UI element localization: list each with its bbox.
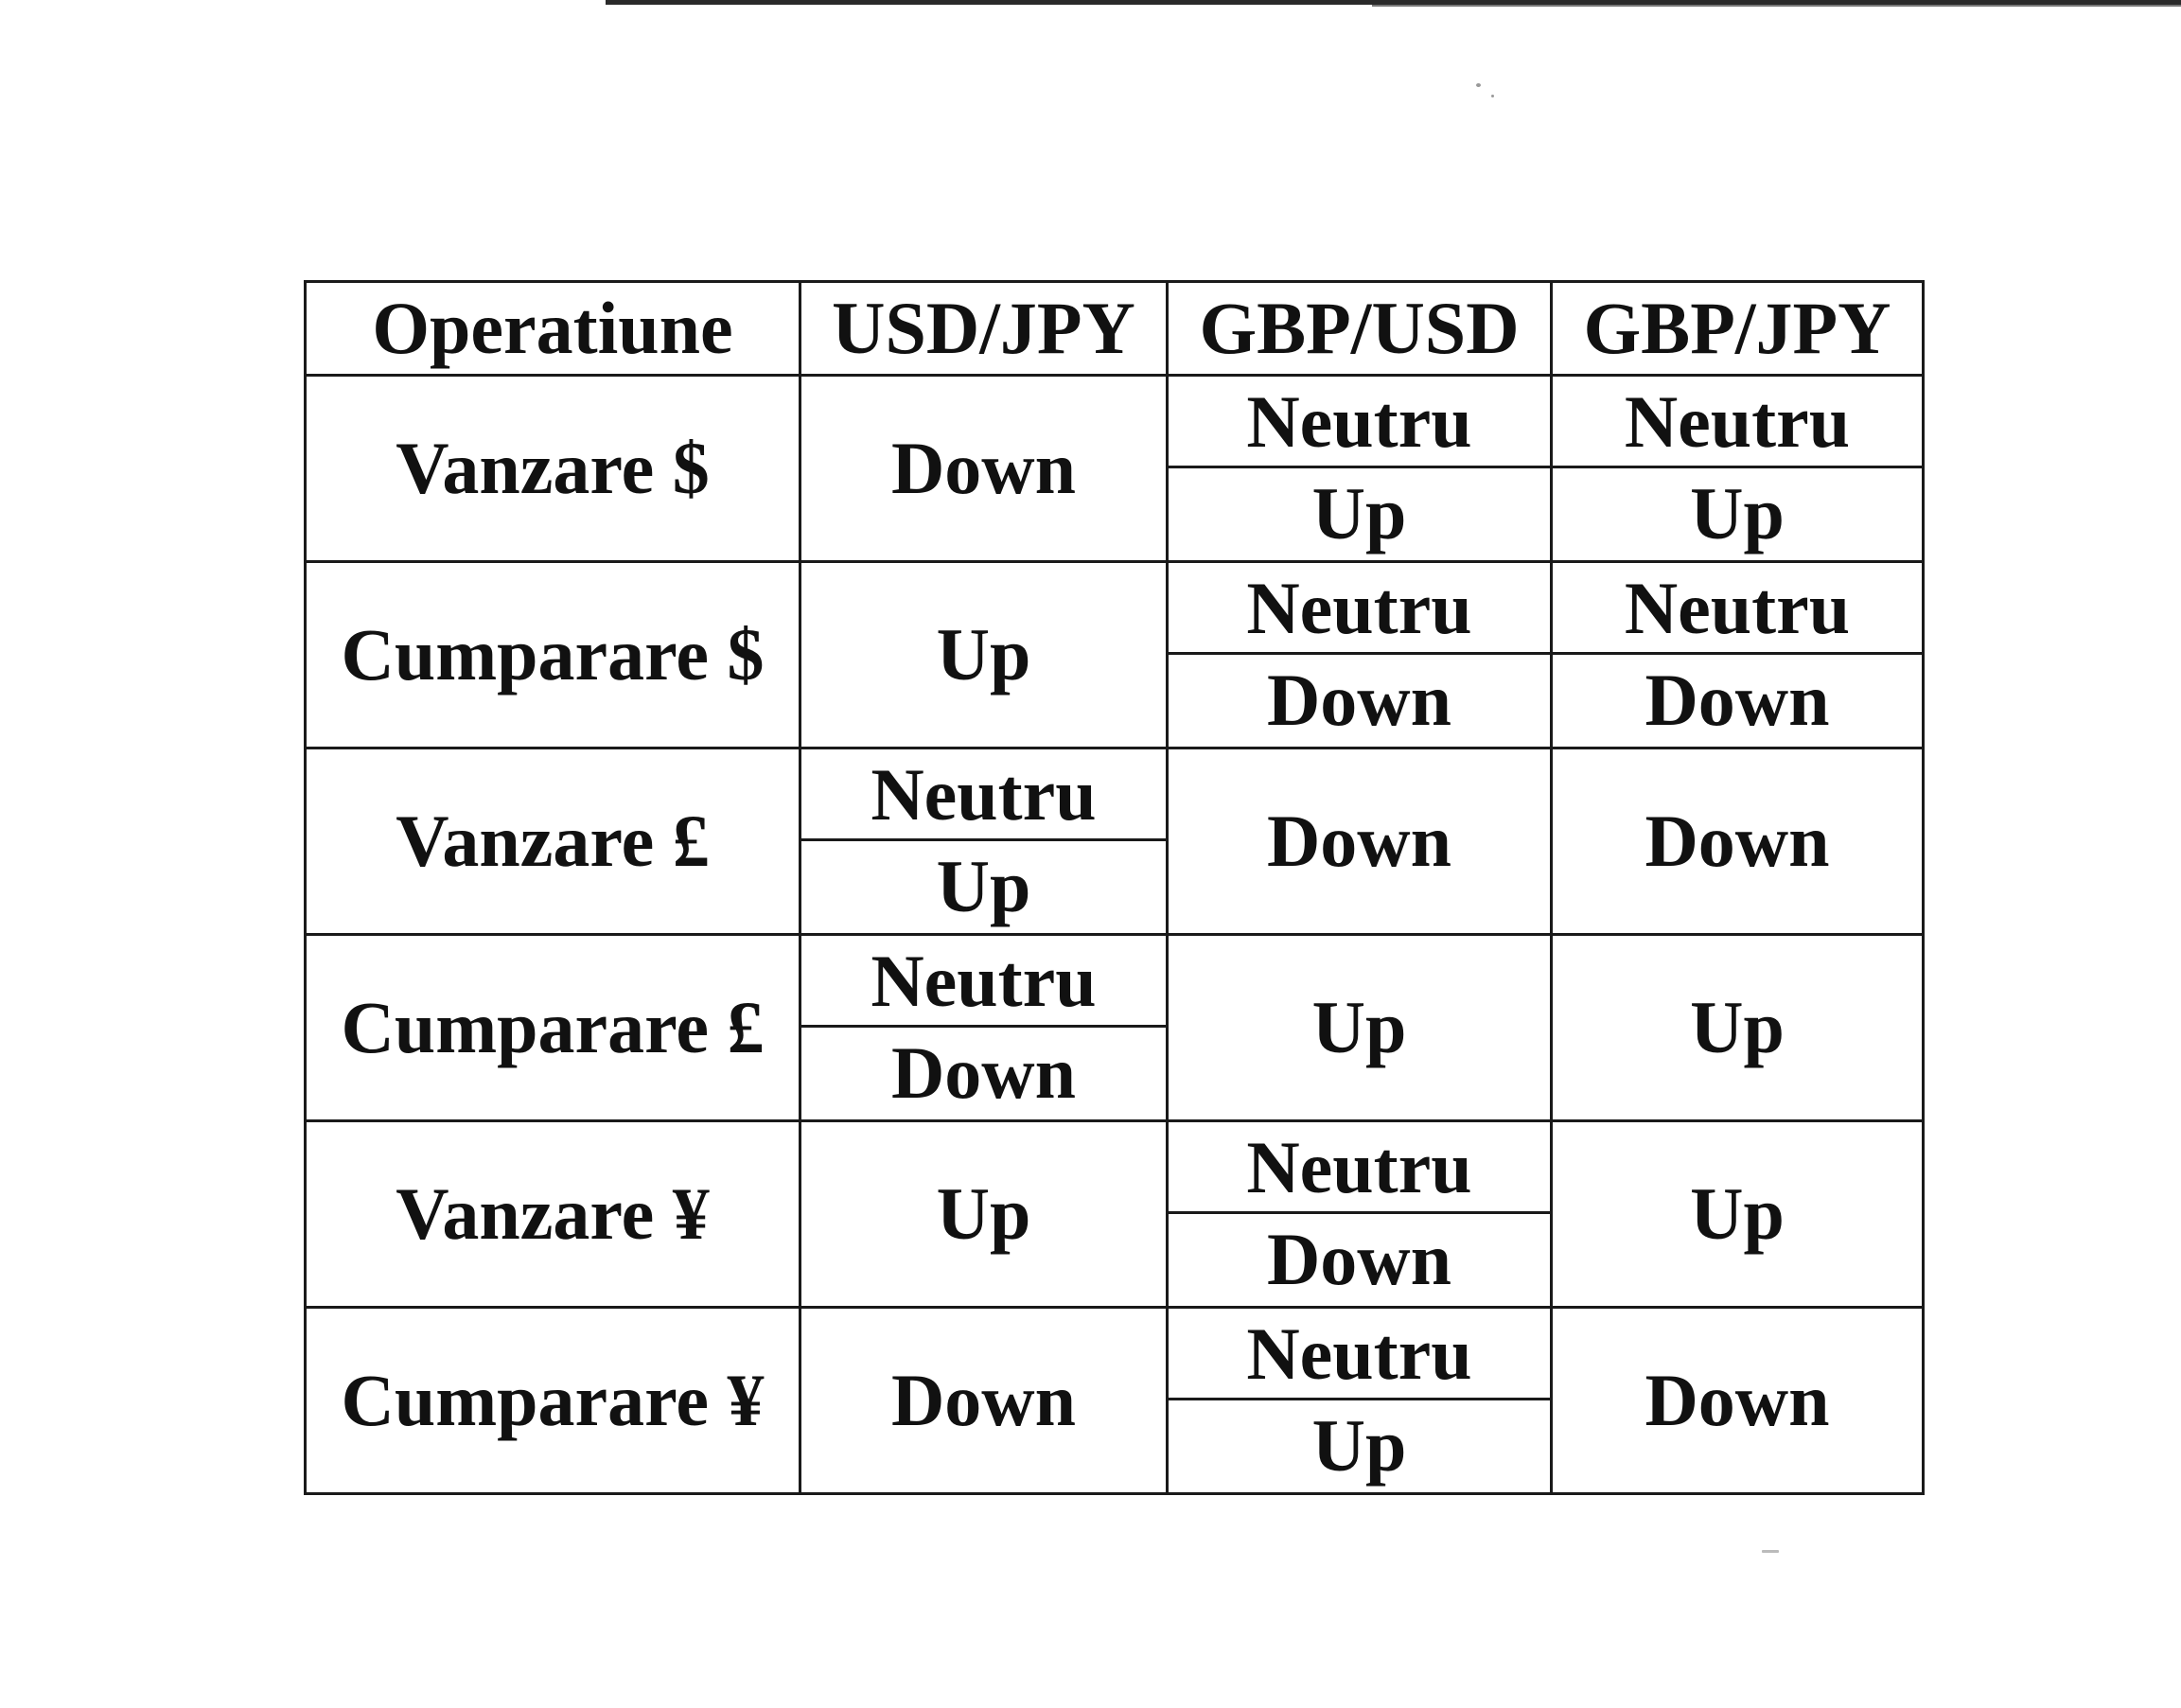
table-row [306, 1121, 1924, 1308]
gbp-usd-value-top: Neutru [1169, 1124, 1550, 1215]
gbp-jpy-cell: Down [1552, 1308, 1924, 1494]
gbp-jpy-value-bottom: Up [1690, 471, 1785, 555]
gbp-jpy-cell: Up [1552, 1121, 1924, 1308]
gbp-jpy-value-top: Neutru [1553, 565, 1922, 656]
gbp-usd-cell: Down [1168, 748, 1552, 935]
header-cell-gbp-jpy: GBP/JPY [1552, 282, 1924, 376]
gbp-usd-value-bottom: Down [1266, 658, 1452, 741]
gbp-usd-split-cell [1168, 1121, 1552, 1308]
operation-cell: Cumparare $ [306, 562, 800, 748]
table-row [306, 1308, 1924, 1494]
scan-speck [1491, 95, 1494, 97]
usd-jpy-cell: Up [800, 1121, 1168, 1308]
usd-jpy-cell: Up [800, 562, 1168, 748]
gbp-jpy-split-cell [1552, 376, 1924, 562]
operation-cell: Vanzare £ [306, 748, 800, 935]
table-row [306, 935, 1924, 1121]
operation-cell: Vanzare ¥ [306, 1121, 800, 1308]
gbp-usd-cell: Up [1168, 935, 1552, 1121]
scan-top-edge-shadow [1372, 5, 2181, 7]
split-cell-stack [1169, 1311, 1550, 1491]
gbp-jpy-split-cell [1552, 562, 1924, 748]
usd-jpy-value-bottom: Down [890, 1030, 1077, 1114]
usd-jpy-cell: Down [800, 1308, 1168, 1494]
gbp-jpy-cell: Up [1552, 935, 1924, 1121]
operations-table [304, 280, 1925, 1495]
split-cell-stack [1169, 1124, 1550, 1305]
usd-jpy-value-top: Neutru [801, 751, 1166, 842]
scan-speck [1762, 1550, 1779, 1553]
operation-cell: Cumparare ¥ [306, 1308, 800, 1494]
usd-jpy-cell: Down [800, 376, 1168, 562]
gbp-usd-value-top: Neutru [1169, 379, 1550, 469]
table-row [306, 748, 1924, 935]
table-row [306, 376, 1924, 562]
usd-jpy-value-top: Neutru [801, 938, 1166, 1029]
gbp-usd-value-bottom: Down [1266, 1217, 1452, 1300]
usd-jpy-split-cell [800, 748, 1168, 935]
scan-speck [1476, 83, 1481, 87]
split-cell-stack [1553, 565, 1922, 746]
table-row [306, 562, 1924, 748]
operation-cell: Cumparare £ [306, 935, 800, 1121]
header-cell-usd-jpy: USD/JPY [800, 282, 1168, 376]
operation-cell: Vanzare $ [306, 376, 800, 562]
split-cell-stack [801, 751, 1166, 932]
split-cell-stack [1169, 565, 1550, 746]
gbp-jpy-cell: Down [1552, 748, 1924, 935]
gbp-usd-value-bottom: Up [1311, 1403, 1407, 1487]
header-row [306, 282, 1924, 376]
gbp-usd-value-top: Neutru [1169, 565, 1550, 656]
gbp-usd-value-bottom: Up [1311, 471, 1407, 555]
gbp-usd-split-cell [1168, 562, 1552, 748]
gbp-jpy-value-bottom: Down [1645, 658, 1830, 741]
gbp-usd-split-cell [1168, 376, 1552, 562]
header-cell-gbp-usd: GBP/USD [1168, 282, 1552, 376]
split-cell-stack [1169, 379, 1550, 559]
gbp-usd-value-top: Neutru [1169, 1311, 1550, 1401]
usd-jpy-value-bottom: Up [936, 844, 1031, 927]
split-cell-stack [801, 938, 1166, 1118]
usd-jpy-split-cell [800, 935, 1168, 1121]
split-cell-stack [1553, 379, 1922, 559]
gbp-usd-split-cell [1168, 1308, 1552, 1494]
header-cell-operatiune: Operatiune [306, 282, 800, 376]
gbp-jpy-value-top: Neutru [1553, 379, 1922, 469]
